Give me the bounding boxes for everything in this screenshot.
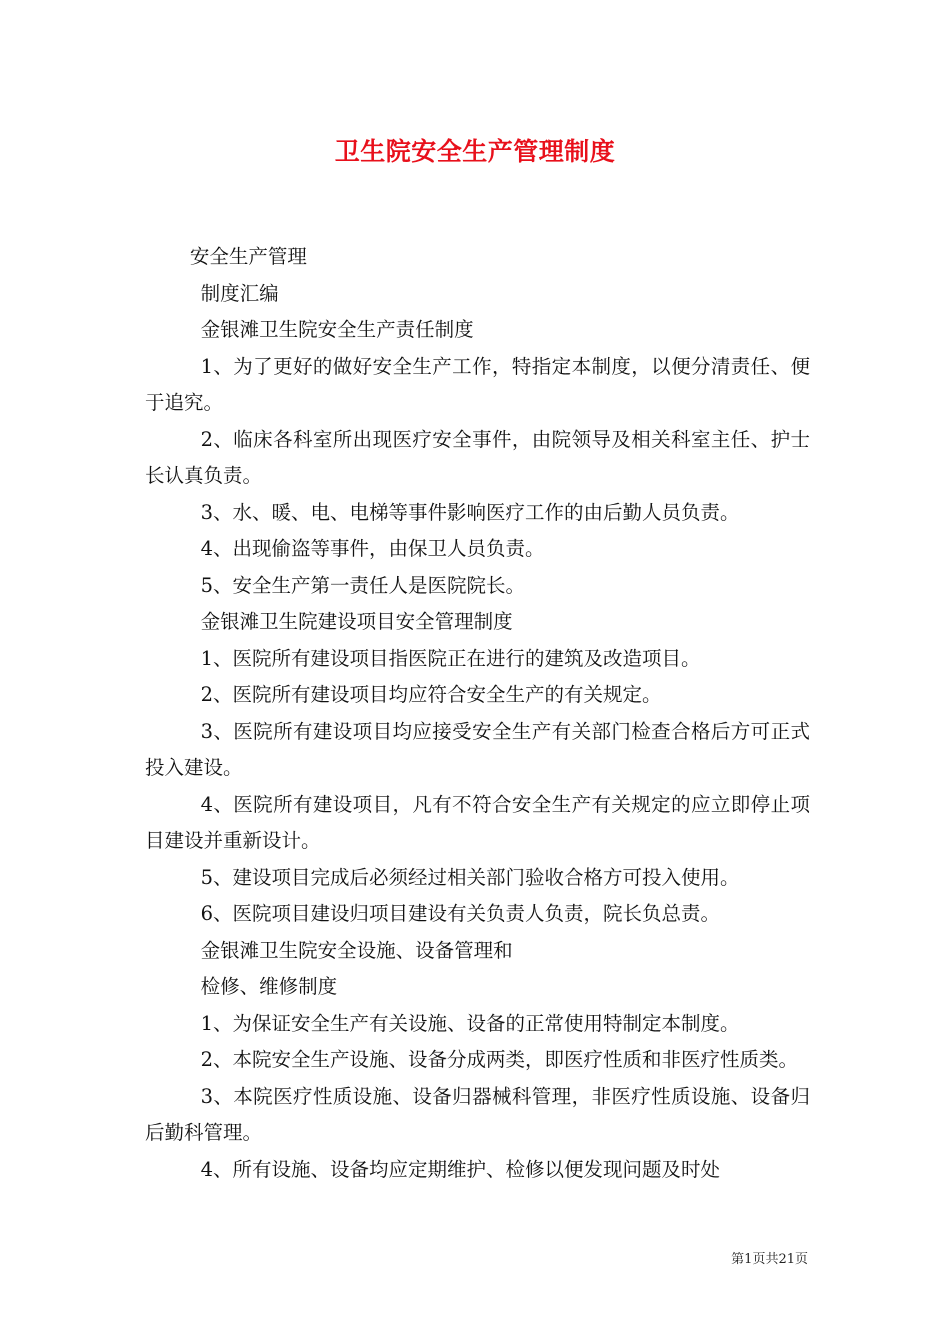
document-title: 卫生院安全生产管理制度 [334, 137, 616, 166]
paragraph: 4、医院所有建设项目，凡有不符合安全生产有关规定的应立即停止项目建设并重新设计。 [145, 792, 810, 852]
section-heading: 检修、维修制度 [200, 975, 338, 998]
paragraph: 1、医院所有建设项目指医院正在进行的建筑及改造项目。 [200, 646, 701, 670]
paragraph: 5、建设项目完成后必须经过相关部门验收合格方可投入使用。 [200, 865, 740, 889]
paragraph: 2、本院安全生产设施、设备分成两类，即医疗性质和非医疗性质类。 [200, 1048, 798, 1071]
section-heading: 金银滩卫生院安全生产责任制度 [200, 318, 474, 341]
paragraph: 1、为保证安全生产有关设施、设备的正常使用特制定本制度。 [200, 1011, 740, 1035]
section-heading: 金银滩卫生院建设项目安全管理制度 [200, 610, 513, 633]
page-number: 第1页共21页 [731, 1252, 808, 1267]
paragraph: 制度汇编 [200, 281, 279, 305]
paragraph: 6、医院项目建设归项目建设有关负责人负责，院长负总责。 [200, 902, 720, 925]
paragraph: 安全生产管理 [189, 245, 307, 268]
paragraph: 5、安全生产第一责任人是医院院长。 [200, 573, 525, 597]
paragraph: 2、医院所有建设项目均应符合安全生产的有关规定。 [200, 683, 662, 706]
document-body [145, 239, 810, 1188]
section-heading: 金银滩卫生院安全设施、设备管理和 [200, 938, 513, 962]
paragraph: 3、医院所有建设项目均应接受安全生产有关部门检查合格后方可正式投入建设。 [145, 719, 810, 779]
paragraph: 3、水、暖、电、电梯等事件影响医疗工作的由后勤人员负责。 [200, 500, 740, 524]
paragraph: 4、所有设施、设备均应定期维护、检修以便发现问题及时处 [200, 1157, 720, 1181]
paragraph: 3、本院医疗性质设施、设备归器械科管理，非医疗性质设施、设备归后勤科管理。 [145, 1084, 810, 1144]
paragraph: 4、出现偷盗等事件，由保卫人员负责。 [200, 537, 545, 560]
paragraph: 1、为了更好的做好安全生产工作，特指定本制度，以便分清责任、便于追究。 [145, 354, 810, 414]
paragraph: 2、临床各科室所出现医疗安全事件，由院领导及相关科室主任、护士长认真负责。 [145, 427, 810, 487]
